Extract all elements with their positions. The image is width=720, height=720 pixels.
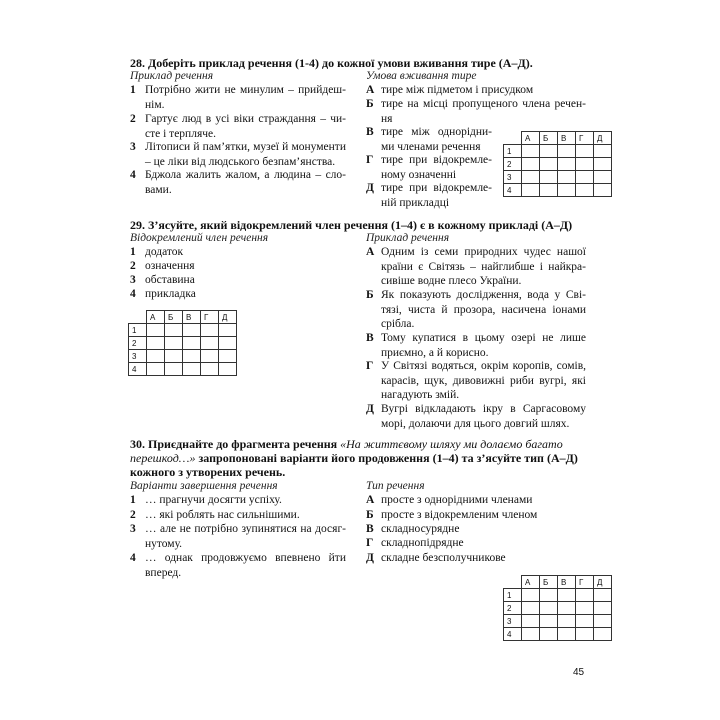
answer-cell[interactable] (522, 158, 540, 171)
answer-cell[interactable] (576, 171, 594, 184)
answer-cell[interactable] (147, 337, 165, 350)
answer-cell[interactable] (558, 171, 576, 184)
q29-right-heading: Приклад речення (366, 232, 450, 244)
answer-cell[interactable] (219, 324, 237, 337)
answer-cell[interactable] (165, 350, 183, 363)
answer-cell[interactable] (540, 184, 558, 197)
answer-cell[interactable] (558, 615, 576, 628)
answer-cell[interactable] (558, 628, 576, 641)
answer-cell[interactable] (201, 324, 219, 337)
q28-item-4: 4 Бджола жалить жалом, а людина – сло-вами. (130, 169, 346, 196)
answer-cell[interactable] (183, 324, 201, 337)
answer-cell[interactable] (576, 615, 594, 628)
q28-option-b: Б тире на місці пропущеного члена речен-ня (366, 98, 586, 125)
answer-cell[interactable] (219, 337, 237, 350)
answer-cell[interactable] (558, 145, 576, 158)
q29-title: 29. З’ясуйте, який відокремлений член речення (1–4) є в кожному прикладі (А–Д) (130, 218, 573, 232)
q28-option-a: А тире між підметом і присудком (366, 84, 534, 96)
q29-option-b: Б Як показують дослідження, вода у Сві-тязі, чиста й прозора, насичена іонами срібла. (366, 289, 586, 330)
answer-cell[interactable] (201, 337, 219, 350)
q28-title: 28. Доберіть приклад речення (1-4) до кожної умови вживання тире (А–Д). (130, 56, 533, 70)
answer-cell[interactable] (540, 171, 558, 184)
q28-option-c: В тире між однорідни-ми членами речення (366, 126, 492, 153)
q28-right-heading: Умова вживання тире (366, 70, 477, 82)
q30-answer-grid: А Б В Г Д 1 2 3 4 (503, 575, 612, 641)
q30-item-4: 4 … однак продовжуємо впевнено йти вперед. (130, 552, 346, 579)
q30-option-d: Г складнопідрядне (366, 537, 464, 549)
q29-item-1: 1 додаток (130, 246, 184, 258)
q28-item-2: 2 Гартує люд в усі віки страждання – чи-сте і терпляче. (130, 113, 346, 140)
answer-cell[interactable] (558, 589, 576, 602)
answer-cell[interactable] (165, 337, 183, 350)
q30-title-line3: кожного з утворених речень. (130, 465, 286, 479)
answer-cell[interactable] (594, 184, 612, 197)
answer-cell[interactable] (522, 615, 540, 628)
answer-cell[interactable] (576, 184, 594, 197)
answer-cell[interactable] (540, 602, 558, 615)
answer-cell[interactable] (540, 158, 558, 171)
q29-option-c: В Тому купатися в цьому озері не лише приємно, а й корисно. (366, 332, 586, 359)
page-number: 45 (573, 667, 585, 678)
answer-cell[interactable] (540, 628, 558, 641)
answer-cell[interactable] (522, 628, 540, 641)
answer-cell[interactable] (147, 363, 165, 376)
answer-cell[interactable] (594, 589, 612, 602)
q28-left-heading: Приклад речення (130, 70, 214, 82)
answer-cell[interactable] (147, 350, 165, 363)
answer-cell[interactable] (594, 145, 612, 158)
q28-item-1: 1 Потрібно жити не минулим – прийдеш-нім. (130, 84, 346, 111)
q28-item-3: 3 Літописи й пам’ятки, музеї й монументи – це ліки від людського безпам’янства. (130, 141, 346, 168)
q30-option-c: В складносурядне (366, 523, 460, 535)
q30-item-3: 3 … але не потрібно зупинятися на досяг-нутому. (130, 523, 346, 550)
q29-left-heading: Відокремлений член речення (130, 232, 269, 244)
q30-item-2: 2 … які роблять нас сильнішими. (130, 509, 300, 521)
answer-cell[interactable] (558, 602, 576, 615)
answer-cell[interactable] (165, 324, 183, 337)
answer-cell[interactable] (522, 145, 540, 158)
q28-option-d: Г тире при відокремле-ному означенні (366, 154, 492, 181)
q29-item-4: 4 прикладка (130, 288, 196, 300)
q28-option-e: Д тире при відокремле-ній прикладці (366, 182, 492, 209)
answer-cell[interactable] (576, 628, 594, 641)
answer-cell[interactable] (576, 589, 594, 602)
answer-cell[interactable] (594, 615, 612, 628)
q29-option-a: А Одним із семи природних чудес нашої країни є Світязь – найглибше і найкра-сивіше водне плесо України. (366, 246, 586, 287)
answer-cell[interactable] (576, 145, 594, 158)
q30-option-e: Д складне безсполучникове (366, 552, 506, 564)
answer-cell[interactable] (522, 171, 540, 184)
answer-cell[interactable] (594, 602, 612, 615)
answer-cell[interactable] (201, 363, 219, 376)
answer-cell[interactable] (594, 158, 612, 171)
q29-item-3: 3 обставина (130, 274, 195, 286)
answer-cell[interactable] (522, 589, 540, 602)
answer-cell[interactable] (147, 324, 165, 337)
answer-cell[interactable] (219, 363, 237, 376)
answer-cell[interactable] (219, 350, 237, 363)
q28-answer-grid: А Б В Г Д 1 2 3 4 (503, 131, 612, 197)
q30-title-line1: 30. Приєднайте до фрагмента речення «На життєвому шляху ми долаємо багато (130, 437, 563, 451)
q30-title-line2: перешкод…» запропоновані варіанти його продовження (1–4) та з’ясуйте тип (А–Д) (130, 451, 578, 465)
q29-item-2: 2 означення (130, 260, 195, 272)
answer-cell[interactable] (576, 158, 594, 171)
answer-cell[interactable] (558, 158, 576, 171)
answer-cell[interactable] (165, 363, 183, 376)
q29-answer-grid: А Б В Г Д 1 2 3 4 (128, 310, 237, 376)
answer-cell[interactable] (183, 350, 201, 363)
answer-cell[interactable] (576, 602, 594, 615)
answer-cell[interactable] (522, 602, 540, 615)
answer-cell[interactable] (522, 184, 540, 197)
q29-option-e: Д Вугрі відкладають ікру в Саргасовому морі, долаючи для цього довгий шлях. (366, 403, 586, 430)
q30-option-b: Б просте з відокремленим членом (366, 509, 538, 521)
q30-option-a: А просте з однорідними членами (366, 494, 533, 506)
q30-item-1: 1 … прагнучи досягти успіху. (130, 494, 282, 506)
answer-cell[interactable] (183, 337, 201, 350)
answer-cell[interactable] (183, 363, 201, 376)
answer-cell[interactable] (558, 184, 576, 197)
answer-cell[interactable] (540, 615, 558, 628)
q29-option-d: Г У Світязі водяться, окрім коропів, сомів, карасів, щук, дивовижні риби вугрі, які нагадують змій. (366, 360, 586, 401)
answer-cell[interactable] (594, 628, 612, 641)
answer-cell[interactable] (201, 350, 219, 363)
q30-right-heading: Тип речення (366, 480, 425, 492)
q30-left-heading: Варіанти завершення речення (130, 480, 278, 492)
answer-cell[interactable] (540, 589, 558, 602)
answer-cell[interactable] (540, 145, 558, 158)
answer-cell[interactable] (594, 171, 612, 184)
